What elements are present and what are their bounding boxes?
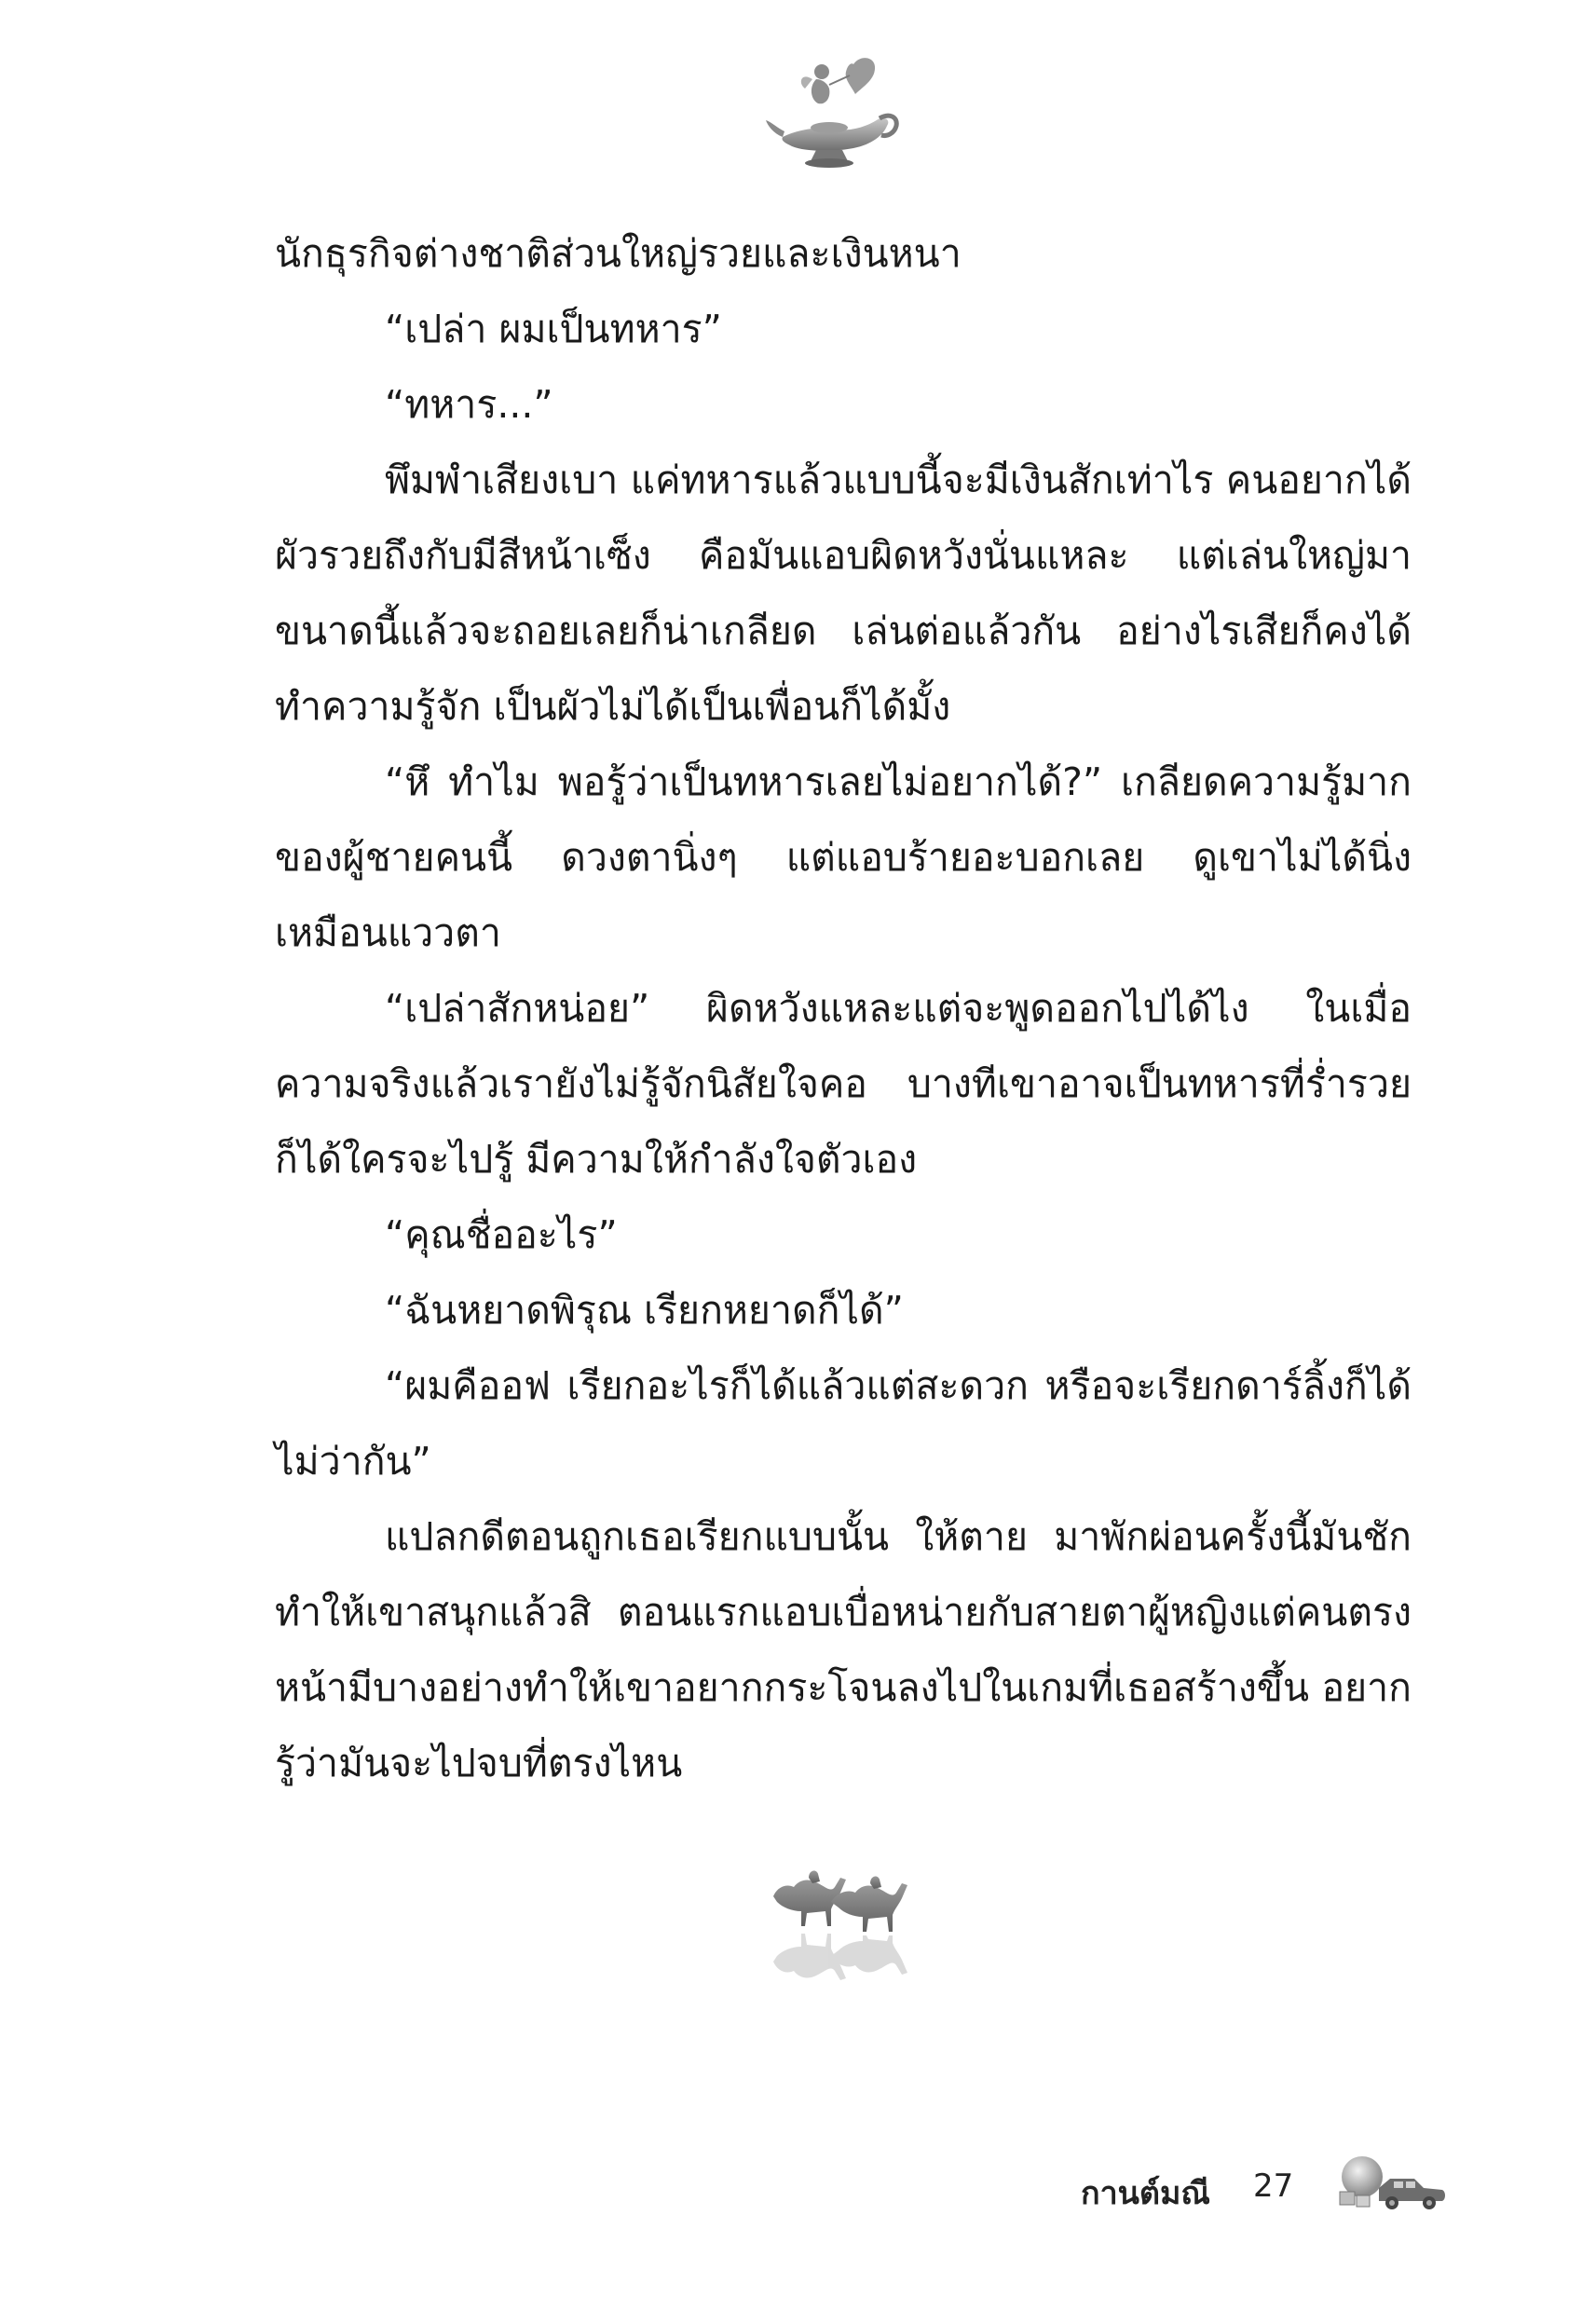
lamp-cupid-ornament-icon <box>764 51 904 177</box>
page-number: 27 <box>1253 2167 1294 2205</box>
paragraph: “เปล่า ผมเป็นทหาร” <box>385 307 722 351</box>
page-footer <box>1081 2162 1472 2218</box>
paragraph: แปลกดีตอนถูกเธอเรียกแบบนั้น ให้ตาย มาพักผ่อนครั้งนี้มันชักทำให้เขาสนุกแล้วสิ ตอนแรกแอบเบื่อหน่ายกับสายตาผู้หญิงแต่คนตรงหน้ามีบางอย่างทำให้เขาอยากกระโจนลงไปในเกมที่เธอสร้างขึ้น อยากรู้ว่ามันจะไปจบที่ตรงไหน <box>275 1514 1412 1785</box>
paragraph: “หึ ทำไม พอรู้ว่าเป็นทหารเลยไม่อยากได้?” เกลียดความรู้มากของผู้ชายคนนี้ ดวงตานิ่งๆ แต่แอบร้ายอะบอกเลย ดูเขาไม่ได้นิ่งเหมือนแววตา <box>275 759 1412 955</box>
paragraph: “เปล่าสักหน่อย” ผิดหวังแหละแต่จะพูดออกไปได้ไง ในเมื่อความจริงแล้วเรายังไม่รู้จักนิสัยใจคอ บางทีเขาอาจเป็นทหารที่ร่ำรวยก็ได้ใครจะไปรู้ มีความให้กำลังใจตัวเอง <box>275 986 1412 1182</box>
paragraph: “คุณชื่ออะไร” <box>385 1212 618 1257</box>
story-text <box>275 216 1412 1801</box>
paragraph: “ทหาร...” <box>385 382 553 427</box>
book-title: กานต์มณี <box>1081 2175 1210 2212</box>
paragraph: “ผมคืออฟ เรียกอะไรก็ได้แล้วแต่สะดวก หรือจะเรียกดาร์ลิ้งก็ได้ไม่ว่ากัน” <box>275 1363 1412 1484</box>
paragraph: นักธุรกิจต่างชาติส่วนใหญ่รวยและเงินหนา <box>275 231 962 276</box>
paragraph: “ฉันหยาดพิรุณ เรียกหยาดก็ได้” <box>385 1288 904 1333</box>
paragraph: พึมพำเสียงเบา แค่ทหารแล้วแบบนี้จะมีเงินสักเท่าไร คนอยากได้ผัวรวยถึงกับมีสีหน้าเซ็ง คือมันแอบผิดหวังนั่นแหละ แต่เล่นใหญ่มาขนาดนี้แล้วจะถอยเลยก็น่าเกลียด เล่นต่อแล้วกัน อย่างไรเสียก็คงได้ทำความรู้จัก เป็นผัวไม่ได้เป็นเพื่อนก็ได้มั้ง <box>275 458 1412 729</box>
camel-riders-ornament-icon <box>766 1859 924 1990</box>
globe-car-icon <box>1332 2151 1449 2216</box>
